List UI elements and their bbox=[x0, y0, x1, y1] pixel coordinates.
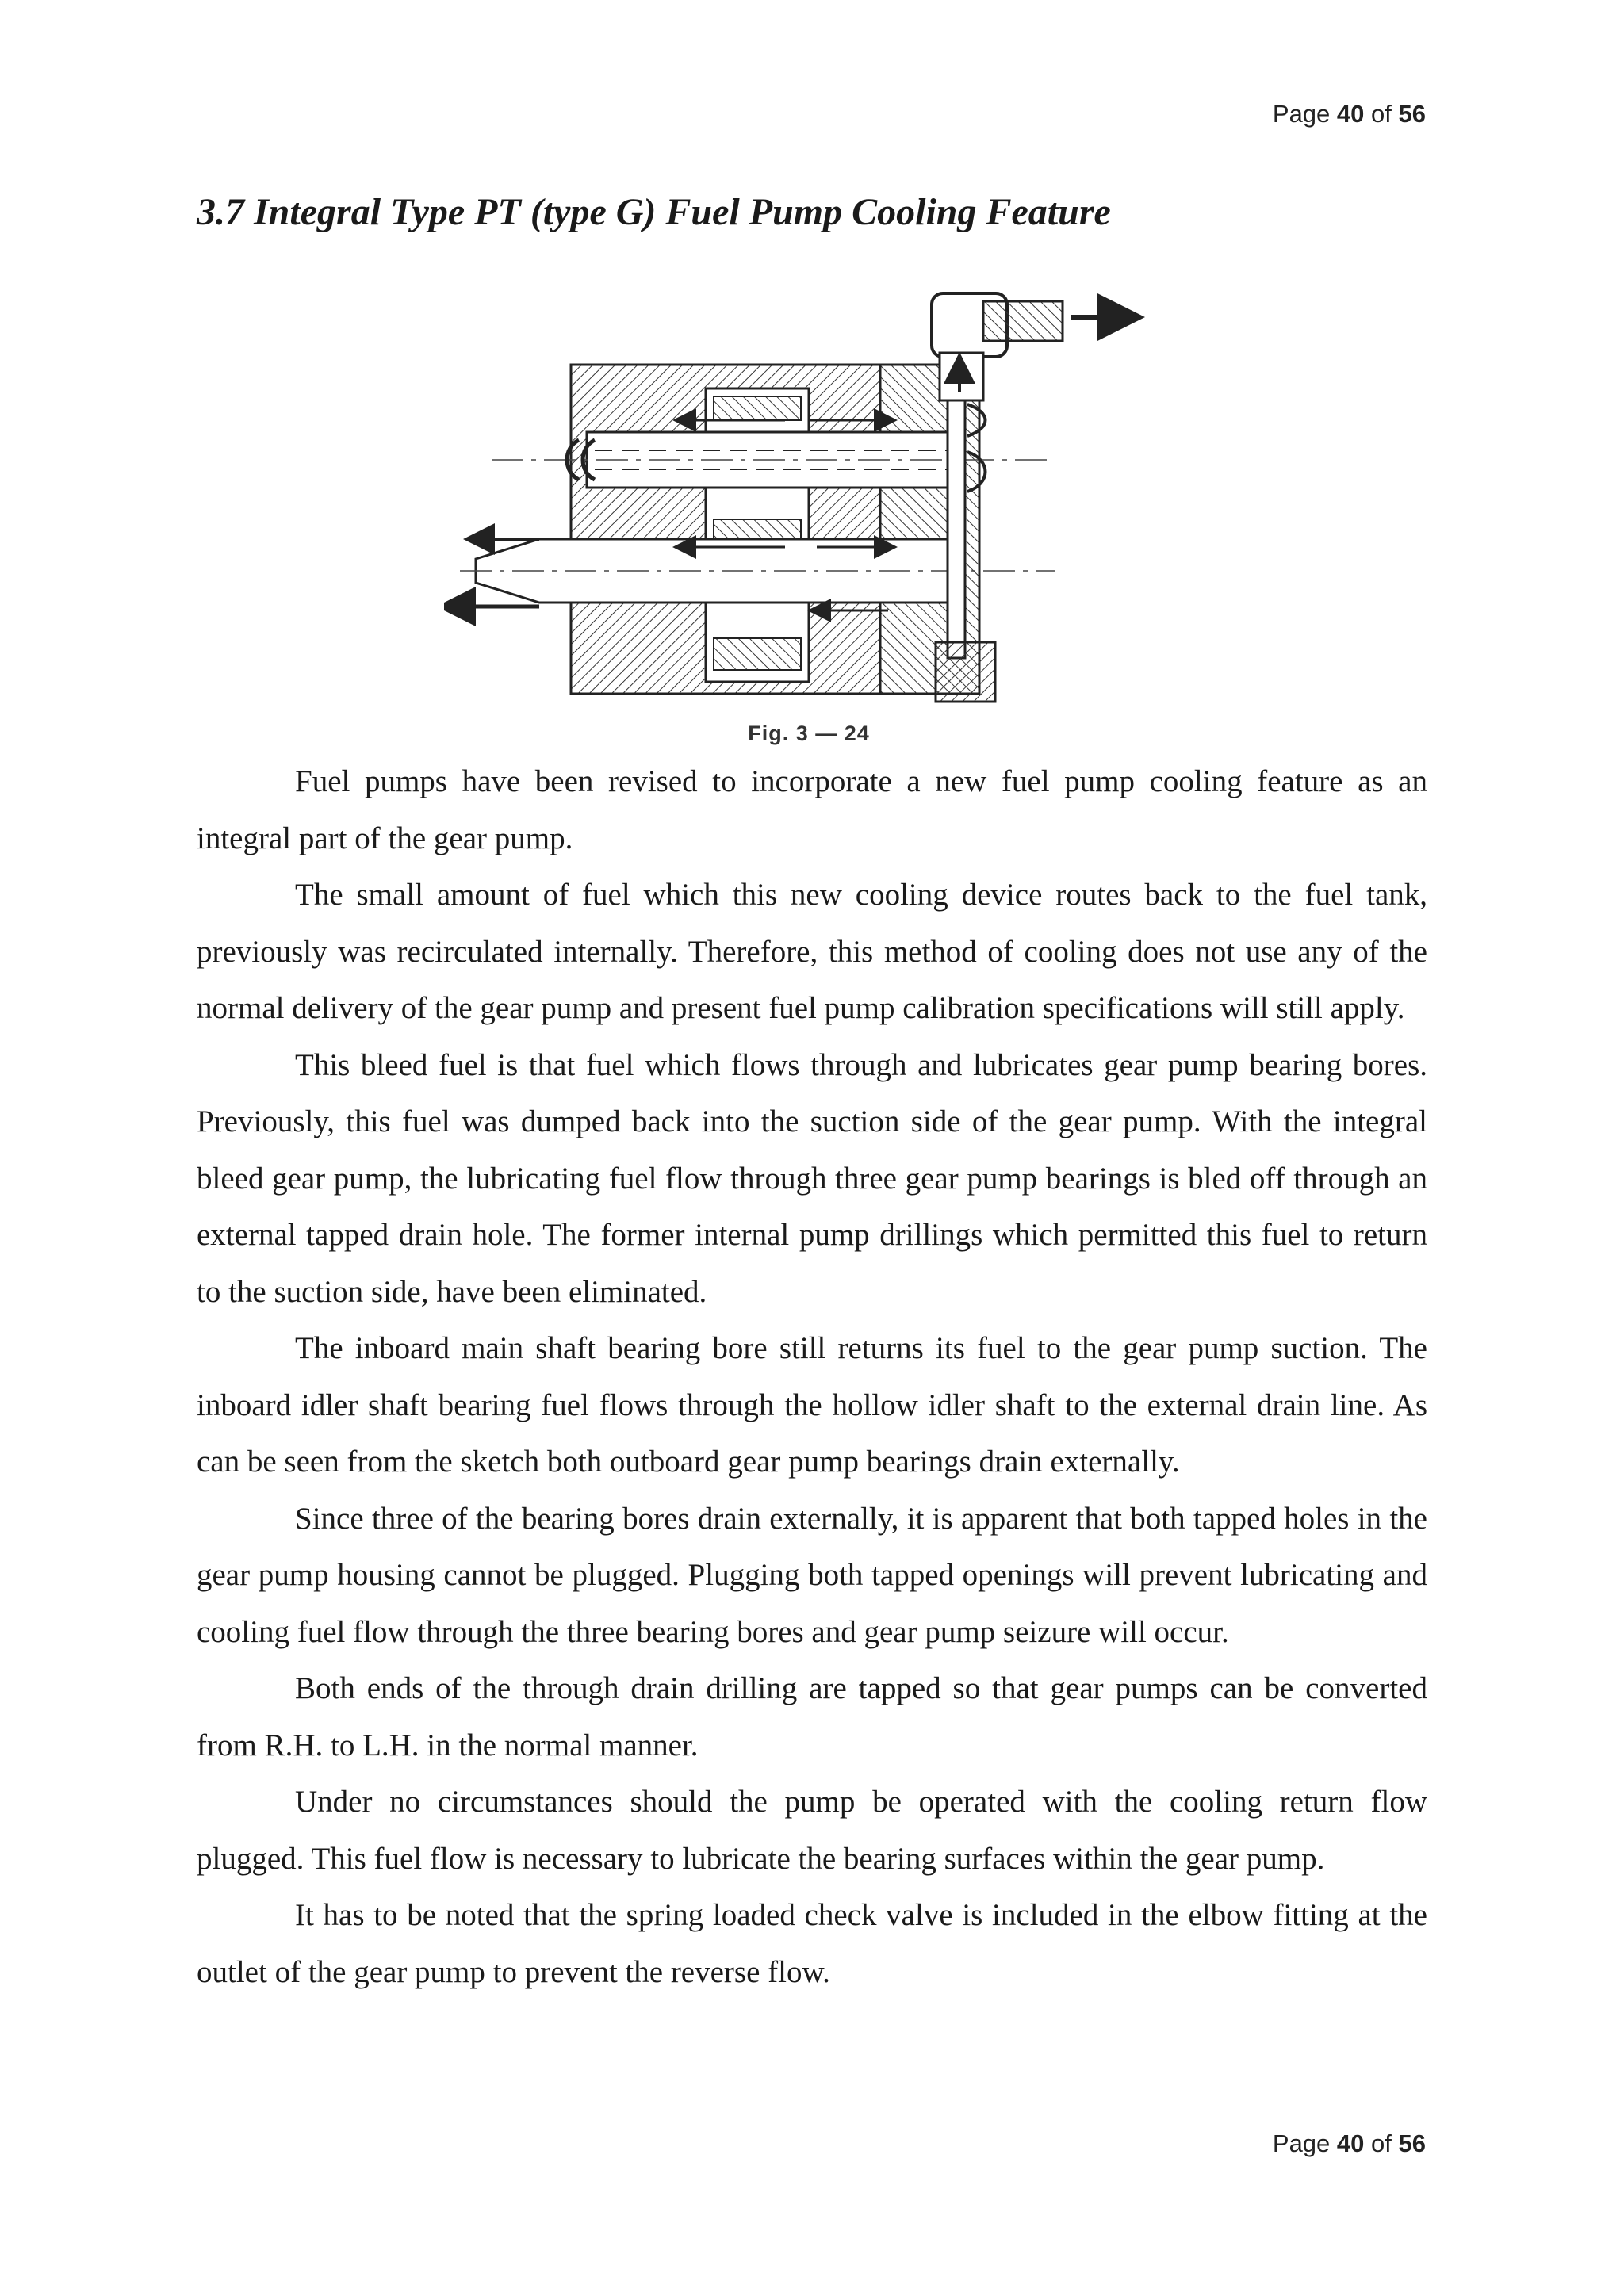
body-text bbox=[197, 753, 1427, 2000]
figure-caption: Fig. 3 — 24 bbox=[748, 721, 870, 745]
paragraph: Under no circumstances should the pump be operated with the cooling return flow plugged. This fuel flow is necessary to lubricate the bearing surfaces within the gear pump. bbox=[197, 1785, 1427, 1876]
paragraph: This bleed fuel is that fuel which flows through and lubricates gear pump bearing bores. Previously, this fuel was dumped back into the suction side of the gear pump. With the integral bleed gear pump, the lubricating fuel flow through three gear pump bearings is bled off through an external tapped drain hole. The former internal pump drillings which permitted this fuel to return to the suction side, have been eliminated. bbox=[197, 1047, 1427, 1309]
paragraph: Since three of the bearing bores drain externally, it is apparent that both tapped holes in the gear pump housing cannot be plugged. Plugging both tapped openings will prevent lubricating and cooling fuel flow through the three bearing bores and gear pump seizure will occur. bbox=[197, 1501, 1427, 1649]
page-current: 40 bbox=[1336, 100, 1365, 128]
paragraph: The small amount of fuel which this new cooling device routes back to the fuel tank, previously was recirculated internally. Therefore, this method of cooling does not use any of the normal delivery of the gear pump and present fuel pump calibration specifications will still apply. bbox=[197, 878, 1427, 1025]
fuel-pump-cross-section-diagram bbox=[444, 277, 1174, 714]
page-of: of bbox=[1371, 2130, 1392, 2157]
page-total: 56 bbox=[1398, 100, 1426, 128]
paragraph: The inboard main shaft bearing bore still returns its fuel to the gear pump suction. The inboard idler shaft bearing fuel flows through the hollow idler shaft to the external drain line. As can be seen from the sketch both outboard gear pump bearings drain externally. bbox=[197, 1331, 1427, 1479]
page-current: 40 bbox=[1336, 2130, 1365, 2157]
paragraph: Both ends of the through drain drilling are tapped so that gear pumps can be converted from R.H. to L.H. in the normal manner. bbox=[197, 1671, 1427, 1762]
page-number-top bbox=[1273, 100, 1426, 128]
page-number-bottom bbox=[1273, 2130, 1426, 2158]
page-of: of bbox=[1371, 100, 1392, 128]
page-label: Page bbox=[1272, 2130, 1331, 2157]
section-title: 3.7 Integral Type PT (type G) Fuel Pump Cooling Feature bbox=[197, 191, 1111, 233]
paragraph: It has to be noted that the spring loaded check valve is included in the elbow fitting at the outlet of the gear pump to prevent the reverse flow. bbox=[197, 1898, 1427, 1989]
paragraph: Fuel pumps have been revised to incorporate a new fuel pump cooling feature as an integral part of the gear pump. bbox=[197, 764, 1427, 855]
page-total: 56 bbox=[1398, 2130, 1426, 2157]
fuel-pump-figure bbox=[444, 277, 1174, 753]
page-label: Page bbox=[1272, 100, 1331, 128]
